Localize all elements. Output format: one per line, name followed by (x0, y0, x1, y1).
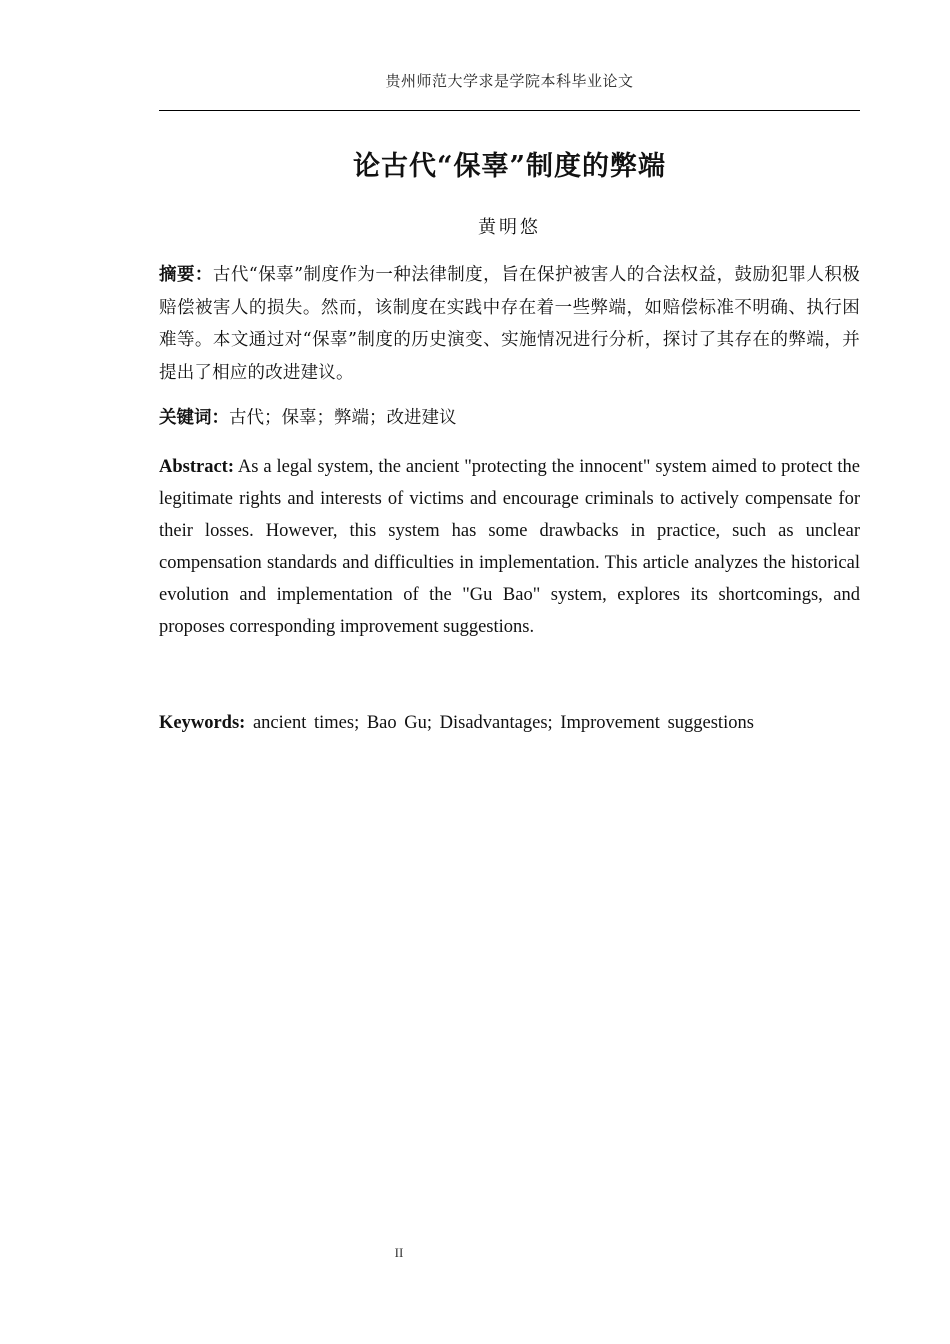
english-keywords (159, 707, 860, 739)
english-keywords-label: Keywords: (159, 713, 246, 733)
chinese-keywords-label: 关键词： (159, 408, 229, 428)
author-name: 黄明悠 (478, 217, 541, 238)
chinese-keywords-text: 古代；保辜；弊端；改进建议 (229, 408, 457, 428)
english-abstract (159, 451, 860, 643)
chinese-abstract-label: 摘要： (159, 265, 213, 285)
english-keywords-text: ancient times; Bao Gu; Disadvantages; Improvement suggestions (245, 713, 754, 733)
chinese-keywords (159, 402, 860, 434)
english-abstract-label: Abstract: (159, 457, 235, 477)
header-divider (159, 110, 860, 111)
chinese-abstract (159, 259, 860, 389)
chinese-abstract-text: 古代“保辜”制度作为一种法律制度，旨在保护被害人的合法权益，鼓励犯罪人积极赔偿被害人的损失。然而，该制度在实践中存在着一些弊端，如赔偿标准不明确、执行困难等。本文通过对“保辜”制度的历史演变、实施情况进行分析，探讨了其存在的弊端，并提出了相应的改进建议。 (159, 265, 860, 383)
english-abstract-text: As a legal system, the ancient "protecting the innocent" system aimed to protect the legitimate rights and interests of victims and encourage criminals to actively compensate for their losses. However, this system has some drawbacks in practice, such as unclear compensation standards and difficulties in implementation. This article analyzes the historical evolution and implementation of the "Gu Bao" system, explores its shortcomings, and proposes corresponding improvement suggestions. (159, 457, 860, 637)
paper-title: 论古代“保辜”制度的弊端 (352, 151, 667, 182)
running-header: 贵州师范大学求是学院本科毕业论文 (385, 72, 634, 90)
page-number: II (394, 1245, 404, 1260)
